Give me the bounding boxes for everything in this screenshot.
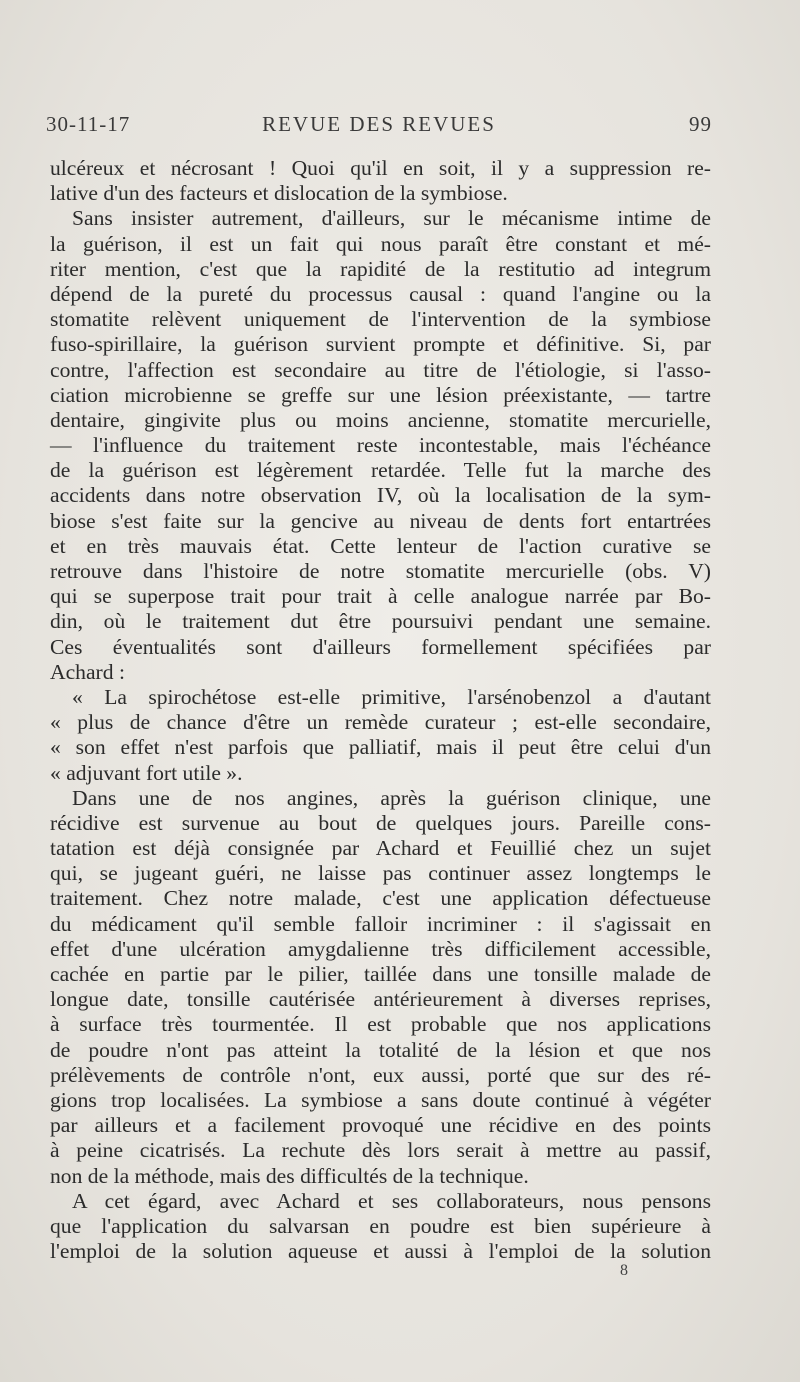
text-line: de poudre n'ont pas atteint la totalité de la lésion et que nos — [50, 1037, 711, 1062]
text-line: effet d'une ulcération amygdalienne très difficilement accessible, — [50, 936, 711, 961]
text-line: prélèvements de contrôle n'ont, eux aussi, porté que sur des ré- — [50, 1062, 711, 1087]
page-number: 99 — [689, 112, 712, 136]
text-line: non de la méthode, mais des difficultés de la technique. — [50, 1163, 529, 1188]
running-title: REVUE DES REVUES — [262, 112, 496, 136]
body-text — [50, 156, 711, 1264]
quote-line: « son effet n'est parfois que palliatif, mais il peut être celui d'un — [50, 735, 711, 760]
text-line: Achard : — [50, 659, 125, 684]
text-line: fuso-spirillaire, la guérison survient prompte et définitive. Si, par — [50, 332, 711, 357]
text-line: lative d'un des facteurs et dislocation de la symbiose. — [50, 181, 508, 206]
text-line: dentaire, gingivite plus ou moins ancienne, stomatite mercurielle, — [50, 407, 711, 432]
text-line: biose s'est faite sur la gencive au niveau de dents fort entartrées — [50, 508, 711, 533]
text-line: l'emploi de la solution aqueuse et aussi à l'emploi de la solution — [50, 1239, 711, 1264]
text-line: cachée en partie par le pilier, taillée dans une tonsille malade de — [50, 962, 711, 986]
text-line: gions trop localisées. La symbiose a sans doute continué à végéter — [50, 1087, 711, 1112]
text-line: traitement. Chez notre malade, c'est une application défectueuse — [50, 886, 711, 911]
text-line: contre, l'affection est secondaire au titre de l'étiologie, si l'asso- — [50, 357, 711, 382]
text-line: qui, se jugeant guéri, ne laisse pas continuer assez longtemps le — [50, 861, 711, 886]
text-line: par ailleurs et a facilement provoqué une récidive en des points — [50, 1113, 711, 1138]
text-line: A cet égard, avec Achard et ses collaborateurs, nous pensons — [72, 1188, 711, 1213]
text-line: et en très mauvais état. Cette lenteur de l'action curative se — [50, 533, 711, 558]
text-line: que l'application du salvarsan en poudre est bien supérieure à — [50, 1213, 711, 1238]
text-line: la guérison, il est un fait qui nous paraît être constant et mé- — [50, 231, 711, 256]
running-header — [46, 112, 712, 142]
text-line: tatation est déjà consignée par Achard et Feuillié chez un sujet — [50, 836, 711, 861]
text-line: ciation microbienne se greffe sur une lésion préexistante, — tartre — [50, 382, 711, 407]
quote-line: « La spirochétose est-elle primitive, l'arsénobenzol a d'autant — [72, 684, 711, 709]
text-line: à surface très tourmentée. Il est probable que nos applications — [50, 1012, 711, 1037]
quote-line: « adjuvant fort utile ». — [50, 760, 243, 785]
text-line: longue date, tonsille cautérisée antérieurement à diverses reprises, — [50, 987, 711, 1012]
text-line: din, où le traitement dut être poursuivi pendant une semaine. — [50, 609, 711, 634]
quote-line: « plus de chance d'être un remède curateur ; est-elle secondaire, — [50, 710, 711, 735]
text-line: ulcéreux et nécrosant ! Quoi qu'il en soit, il y a suppression re- — [50, 156, 711, 180]
text-line: retrouve dans l'histoire de notre stomatite mercurielle (obs. V) — [50, 559, 711, 583]
text-line: Ces éventualités sont d'ailleurs formellement spécifiées par — [50, 634, 711, 659]
text-line: récidive est survenue au bout de quelques jours. Pareille cons- — [50, 810, 711, 835]
text-line: Dans une de nos angines, après la guérison clinique, une — [72, 785, 711, 810]
header-date: 30-11-17 — [46, 112, 131, 136]
text-line: de la guérison est légèrement retardée. Telle fut la marche des — [50, 458, 711, 483]
signature-mark: 8 — [620, 1262, 628, 1279]
text-line: à peine cicatrisés. La rechute dès lors serait à mettre au passif, — [50, 1138, 711, 1163]
text-line: accidents dans notre observation IV, où la localisation de la sym- — [50, 483, 711, 508]
text-line: dépend de la pureté du processus causal : quand l'angine ou la — [50, 281, 711, 306]
text-line: riter mention, c'est que la rapidité de la restitutio ad integrum — [50, 256, 711, 281]
text-line: — l'influence du traitement reste incontestable, mais l'échéance — [50, 433, 711, 458]
text-line: qui se superpose trait pour trait à celle analogue narrée par Bo- — [50, 584, 711, 609]
text-line: du médicament qu'il semble falloir incriminer : il s'agissait en — [50, 911, 711, 936]
text-line: stomatite relèvent uniquement de l'intervention de la symbiose — [50, 307, 711, 332]
text-line: Sans insister autrement, d'ailleurs, sur le mécanisme intime de — [72, 206, 711, 231]
